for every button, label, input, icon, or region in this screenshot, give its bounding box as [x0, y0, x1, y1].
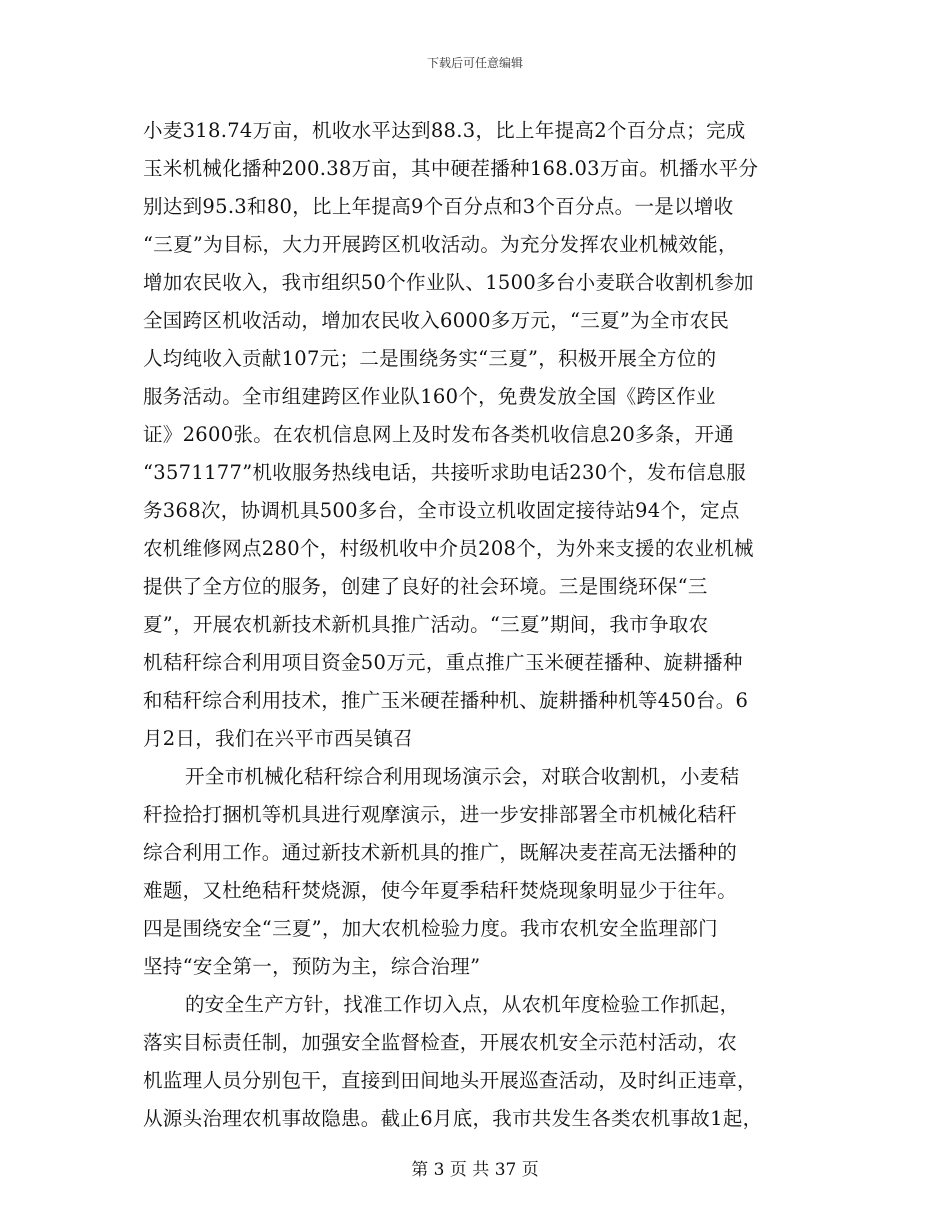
text-line: 全国跨区机收活动，增加农民收入6000多万元，“三夏”为全市农民	[143, 309, 730, 332]
text-line: 四是围绕安全“三夏”，加大农机检验力度。我市农机安全监理部门	[143, 917, 718, 940]
text-line: 提供了全方位的服务，创建了良好的社会环境。三是围绕环保“三	[143, 575, 708, 598]
text-line: 务368次，协调机具500多台，全市设立机收固定接待站94个，定点	[143, 499, 740, 522]
text-line: 坚持“安全第一，预防为主，综合治理”	[143, 955, 481, 978]
text-line: “3571177”机收服务热线电话，共接听求助电话230个，发布信息服	[143, 461, 747, 484]
text-line: 机监理人员分别包干，直接到田间地头开展巡查活动，及时纠正违章，	[143, 1069, 757, 1092]
document-body	[143, 112, 833, 1138]
page-header: 下载后可任意编辑	[426, 56, 523, 70]
text-line: 的安全生产方针，找准工作切入点，从农机年度检验工作抓起，	[185, 993, 740, 1016]
text-line: 服务活动。全市组建跨区作业队160个，免费发放全国《跨区作业	[143, 385, 716, 408]
text-line: 证》2600张。在农机信息网上及时发布各类机收信息20多条，开通	[143, 423, 735, 446]
text-line: 农机维修网点280个，村级机收中介员208个，为外来支援的农业机械	[143, 537, 754, 560]
text-line: “三夏”为目标，大力开展跨区机收活动。为充分发挥农业机械效能，	[143, 233, 738, 256]
text-line: 秆捡拾打捆机等机具进行观摩演示，进一步安排部署全市机械化秸秆	[143, 803, 738, 826]
text-line: 夏”，开展农机新技术新机具推广活动。“三夏”期间，我市争取农	[143, 613, 709, 636]
text-line: 从源头治理农机事故隐患。截止6月底，我市共发生各类农机事故1起，	[143, 1107, 763, 1130]
text-line: 人均纯收入贡献107元；二是围绕务实“三夏”，积极开展全方位的	[143, 347, 717, 370]
text-line: 开全市机械化秸秆综合利用现场演示会，对联合收割机，小麦秸	[185, 765, 740, 788]
page-footer: 第 3 页 共 37 页	[411, 1160, 539, 1180]
text-line: 难题，又杜绝秸秆焚烧源，使今年夏季秸秆焚烧现象明显少于往年。	[143, 879, 738, 902]
text-line: 机秸秆综合利用项目资金50万元，重点推广玉米硬茬播种、旋耕播种	[143, 651, 743, 674]
text-line: 月2日，我们在兴平市西吴镇召	[143, 727, 414, 750]
text-line: 别达到95.3和80，比上年提高9个百分点和3个百分点。一是以增收	[143, 195, 734, 218]
text-line: 和秸秆综合利用技术，推广玉米硬茬播种机、旋耕播种机等450台。6	[143, 689, 749, 712]
text-line: 增加农民收入，我市组织50个作业队、1500多台小麦联合收割机参加	[143, 271, 754, 294]
text-line: 小麦318.74万亩，机收水平达到88.3，比上年提高2个百分点；完成	[143, 119, 746, 142]
text-line: 综合利用工作。通过新技术新机具的推广，既解决麦茬高无法播种的	[143, 841, 738, 864]
text-line: 玉米机械化播种200.38万亩，其中硬茬播种168.03万亩。机播水平分	[143, 157, 759, 180]
text-line: 落实目标责任制，加强安全监督检查，开展农机安全示范村活动，农	[143, 1031, 738, 1054]
